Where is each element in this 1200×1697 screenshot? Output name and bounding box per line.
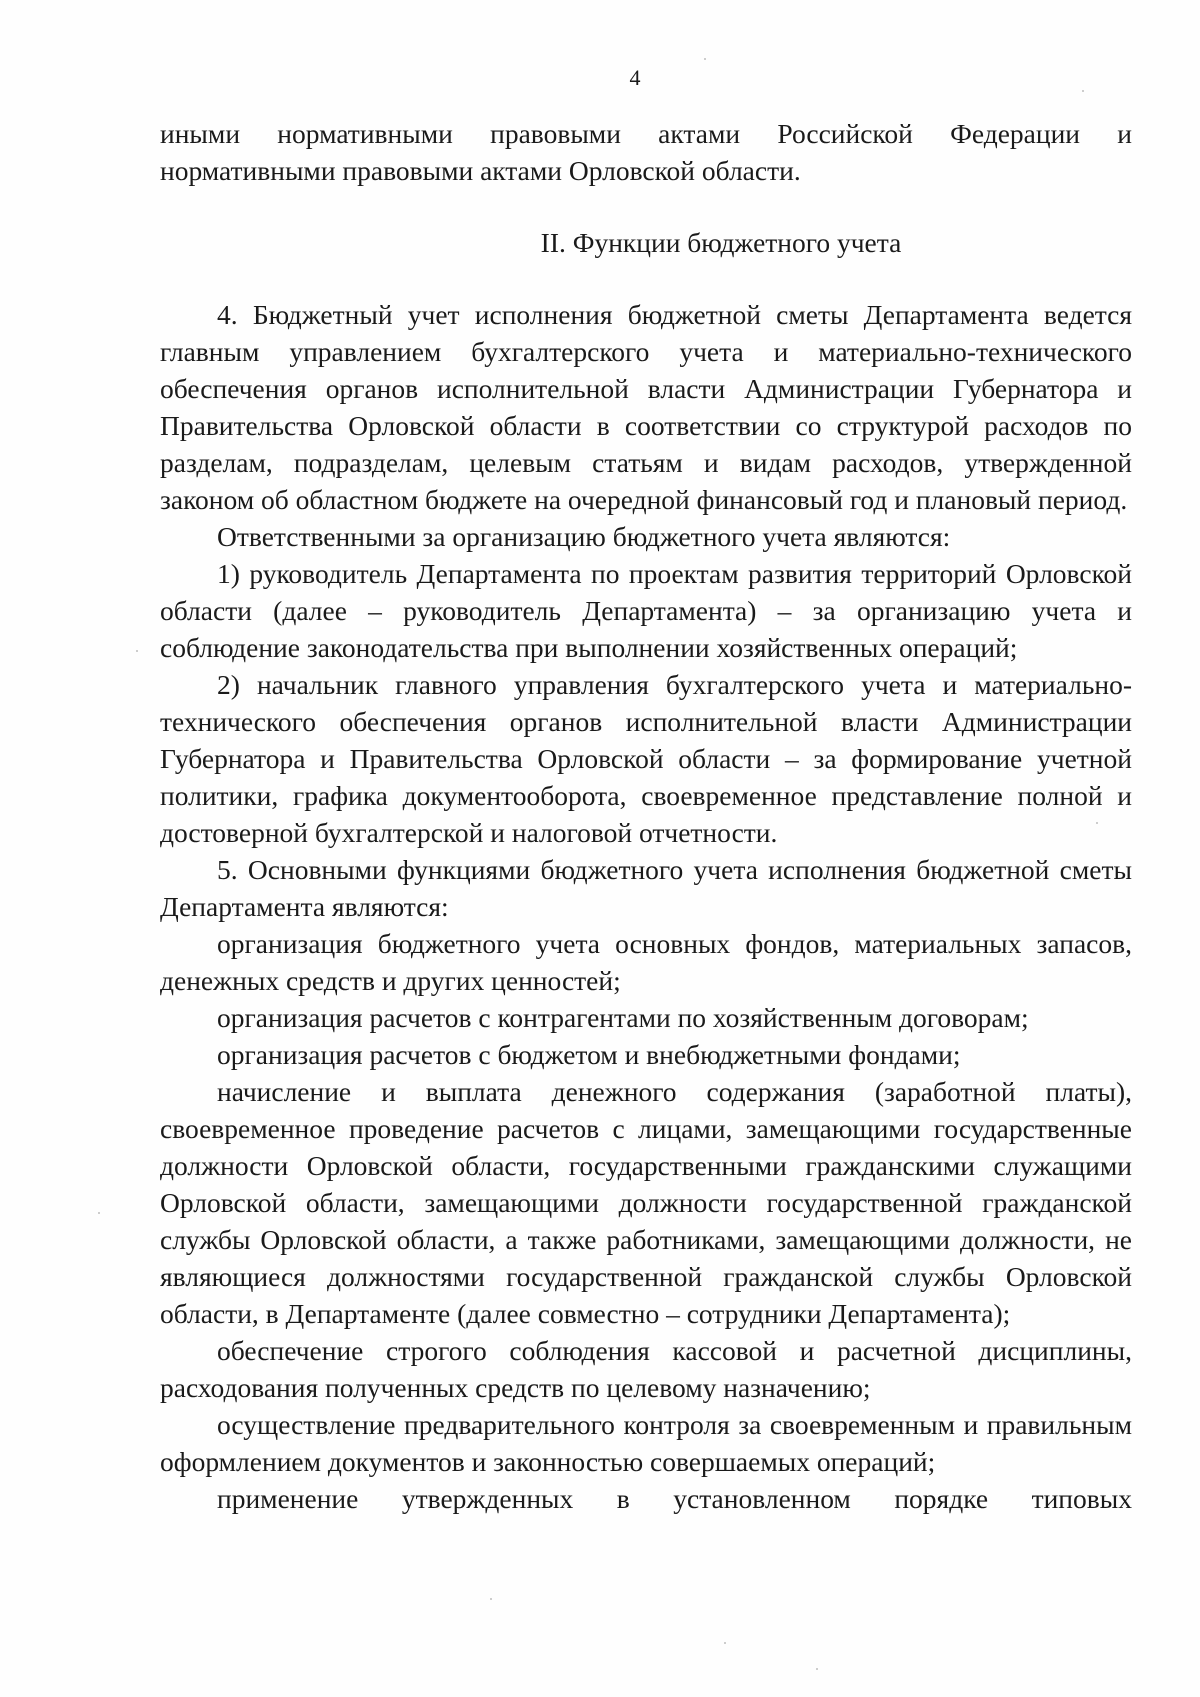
paragraph-responsible-1: 1) руководитель Департамента по проектам развития территорий Орловской области (далее – руководитель Департамента) – за организацию учета и соблюдение законодательства при выполнении хозяйственных операций; bbox=[160, 558, 1132, 663]
scan-speck bbox=[1082, 90, 1084, 92]
scan-speck bbox=[98, 1212, 100, 1214]
section-heading: II. Функции бюджетного учета bbox=[540, 227, 902, 258]
scan-speck bbox=[136, 650, 138, 652]
paragraph-function-budget: организация расчетов с бюджетом и внебюджетными фондами; bbox=[217, 1039, 961, 1070]
scan-speck bbox=[816, 1668, 818, 1670]
page-number: 4 bbox=[629, 65, 641, 90]
scan-speck bbox=[1096, 822, 1098, 824]
paragraph-function-salary: начисление и выплата денежного содержания (заработной платы), своевременное проведение расчетов с лицами, замещающими государственные должности Орловской области, государственными гражданскими служащими Орловской области, замещающими должности государственной гражданской службы Орловской области, а также работниками, замещающими должности, не являющиеся должностями государственной гражданской службы Орловской области, в Департаменте (далее совместно – сотрудники Департамента); bbox=[160, 1076, 1132, 1329]
scan-speck bbox=[704, 58, 706, 60]
paragraph-function-assets: организация бюджетного учета основных фондов, материальных запасов, денежных средств и других ценностей; bbox=[160, 928, 1132, 996]
scan-speck bbox=[490, 1598, 492, 1600]
document-body bbox=[160, 115, 1132, 1517]
paragraph-responsible-2: 2) начальник главного управления бухгалтерского учета и материально-технического обеспечения органов исполнительной власти Администрации Губернатора и Правительства Орловской области – за формирование учетной политики, графика документооборота, своевременное представление полной и достоверной бухгалтерской и налоговой отчетности. bbox=[160, 669, 1132, 848]
scan-speck bbox=[724, 1642, 726, 1644]
continuation-paragraph: иными нормативными правовыми актами Российской Федерации и нормативными правовыми актами Орловской области. bbox=[160, 118, 1132, 186]
paragraph-item-4: 4. Бюджетный учет исполнения бюджетной сметы Департамента ведется главным управлением бухгалтерского учета и материально-технического обеспечения органов исполнительной власти Администрации Губернатора и Правительства Орловской области в соответствии со структурой расходов по разделам, подразделам, целевым статьям и видам расходов, утвержденной законом об областном бюджете на очередной финансовый год и плановый период. bbox=[160, 299, 1132, 515]
paragraph-responsible-intro: Ответственными за организацию бюджетного учета являются: bbox=[217, 521, 951, 552]
paragraph-function-standard-forms: применение утвержденных в установленном порядке типовых bbox=[217, 1483, 1132, 1514]
paragraph-function-control: осуществление предварительного контроля за своевременным и правильным оформлением документов и законностью совершаемых операций; bbox=[160, 1409, 1132, 1477]
paragraph-function-contractors: организация расчетов с контрагентами по хозяйственным договорам; bbox=[217, 1002, 1029, 1033]
paragraph-function-discipline: обеспечение строгого соблюдения кассовой и расчетной дисциплины, расходования полученных средств по целевому назначению; bbox=[160, 1335, 1132, 1403]
paragraph-item-5: 5. Основными функциями бюджетного учета исполнения бюджетной сметы Департамента являются: bbox=[160, 854, 1132, 922]
